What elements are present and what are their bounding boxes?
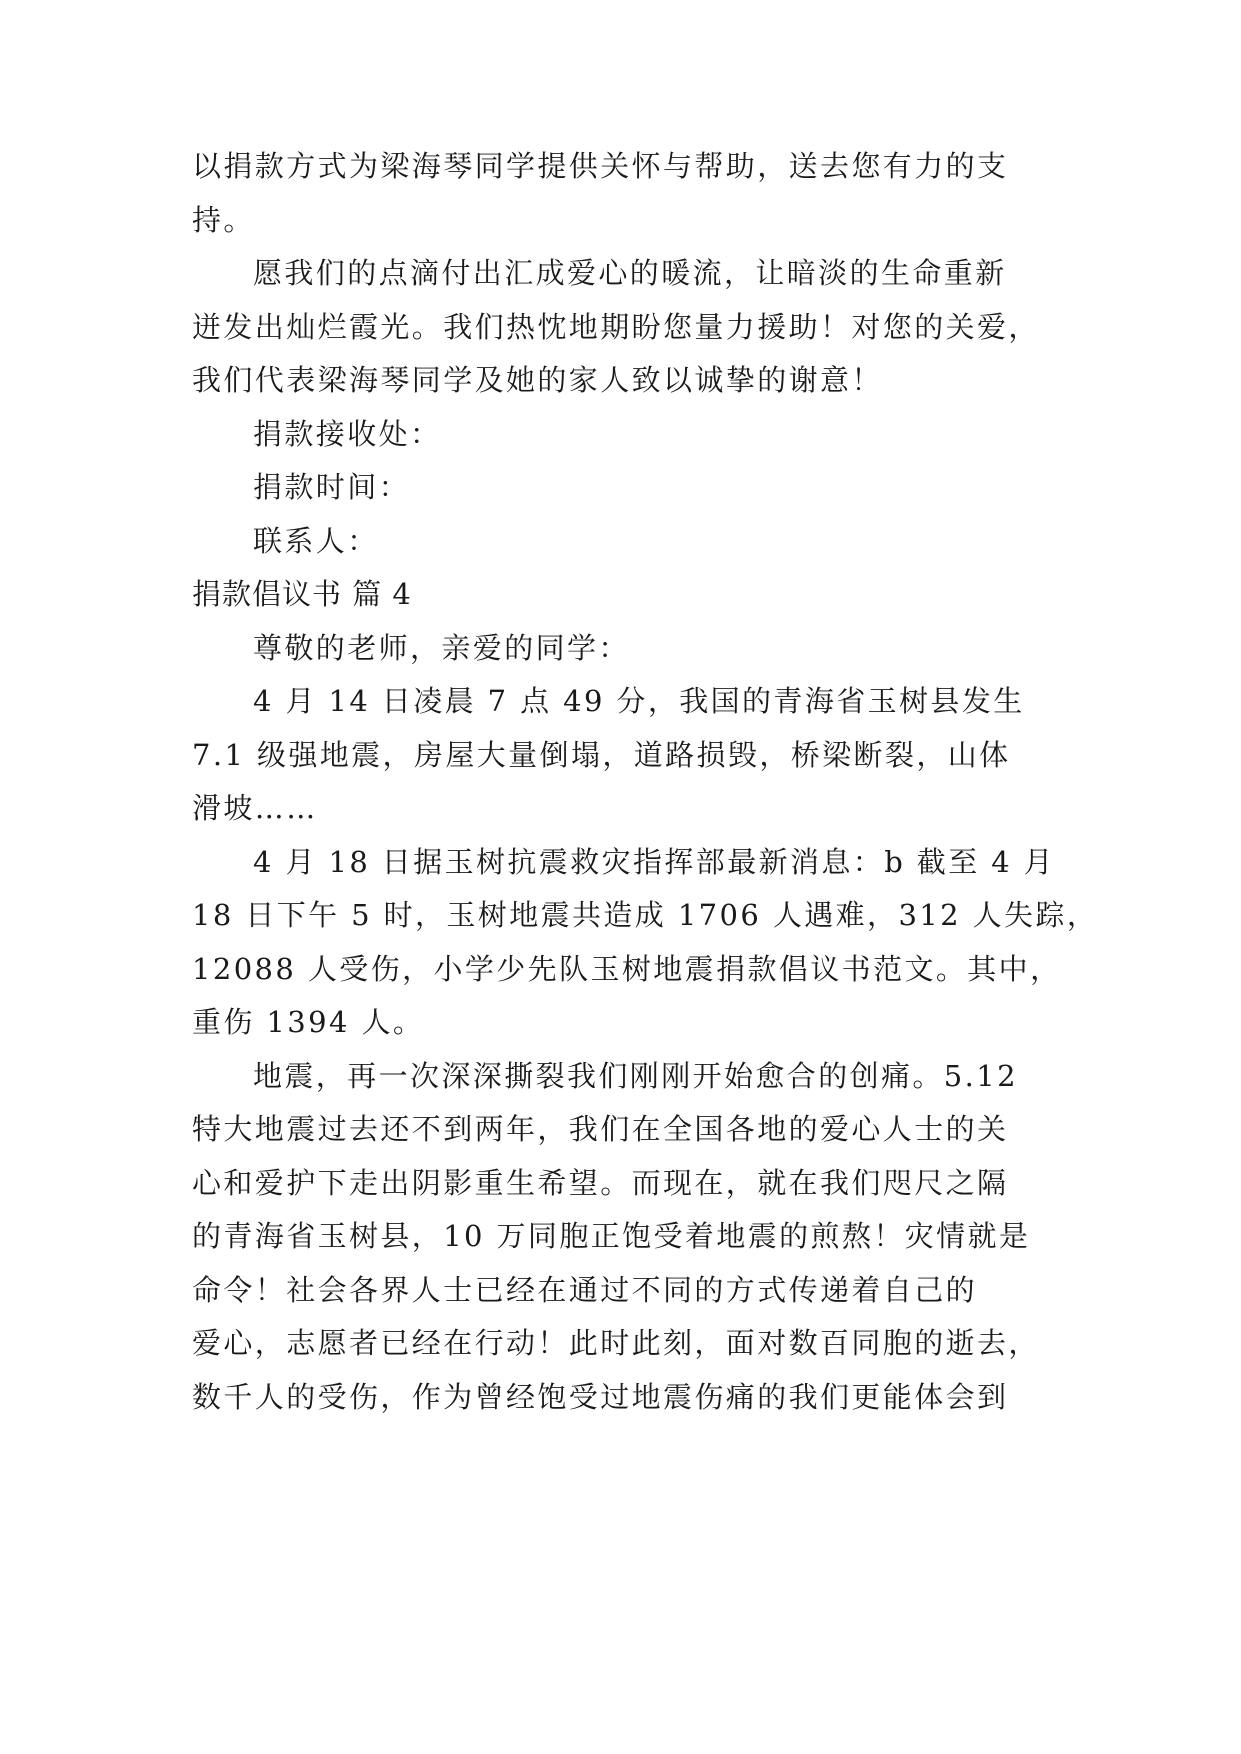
donation-receiver-label: 捐款接收处： [253, 417, 442, 451]
paragraph-line: 心和爱护下走出阴影重生希望。而现在，就在我们咫尺之隔 [192, 1166, 1009, 1200]
paragraph-line: 地震，再一次深深撕裂我们刚刚开始愈合的创痛。5.12 [253, 1059, 1018, 1093]
paragraph-line: 重伤 1394 人。 [192, 1005, 425, 1039]
paragraph-line: 我们代表梁海琴同学及她的家人致以诚挚的谢意！ [192, 363, 883, 397]
paragraph-line: 持。 [192, 203, 255, 237]
paragraph-line: 以捐款方式为梁海琴同学提供关怀与帮助，送去您有力的支 [192, 149, 1009, 183]
contact-person-label: 联系人： [253, 524, 379, 558]
paragraph-line: 数千人的受伤，作为曾经饱受过地震伤痛的我们更能体会到 [192, 1380, 1009, 1414]
paragraph-line: 爱心，志愿者已经在行动！此时此刻，面对数百同胞的逝去， [192, 1326, 1040, 1360]
paragraph-line: 命令！社会各界人士已经在通过不同的方式传递着自己的 [192, 1273, 978, 1307]
paragraph-line: 特大地震过去还不到两年，我们在全国各地的爱心人士的关 [192, 1112, 1009, 1146]
paragraph-line: 4 月 18 日据玉树抗震救灾指挥部最新消息：b 截至 4 月 [253, 845, 1056, 879]
paragraph-line: 的青海省玉树县，10 万同胞正饱受着地震的煎熬！灾情就是 [192, 1219, 1031, 1253]
paragraph-line: 12088 人受伤，小学少先队玉树地震捐款倡议书范文。其中， [192, 952, 1062, 986]
paragraph-line: 迸发出灿烂霞光。我们热忱地期盼您量力援助！对您的关爱， [192, 310, 1040, 344]
paragraph-line: 7.1 级强地震，房屋大量倒塌，道路损毁，桥梁断裂，山体 [192, 738, 1011, 772]
section-heading: 捐款倡议书 篇 4 [192, 577, 412, 611]
salutation: 尊敬的老师，亲爱的同学： [253, 631, 630, 665]
paragraph-line: 18 日下午 5 时，玉树地震共造成 1706 人遇难，312 人失踪， [192, 898, 1099, 932]
paragraph-line: 4 月 14 日凌晨 7 点 49 分，我国的青海省玉树县发生 [253, 684, 1025, 718]
paragraph-line: 愿我们的点滴付出汇成爱心的暖流，让暗淡的生命重新 [253, 256, 1007, 290]
paragraph-line: 滑坡…… [192, 791, 318, 825]
donation-time-label: 捐款时间： [253, 470, 411, 504]
